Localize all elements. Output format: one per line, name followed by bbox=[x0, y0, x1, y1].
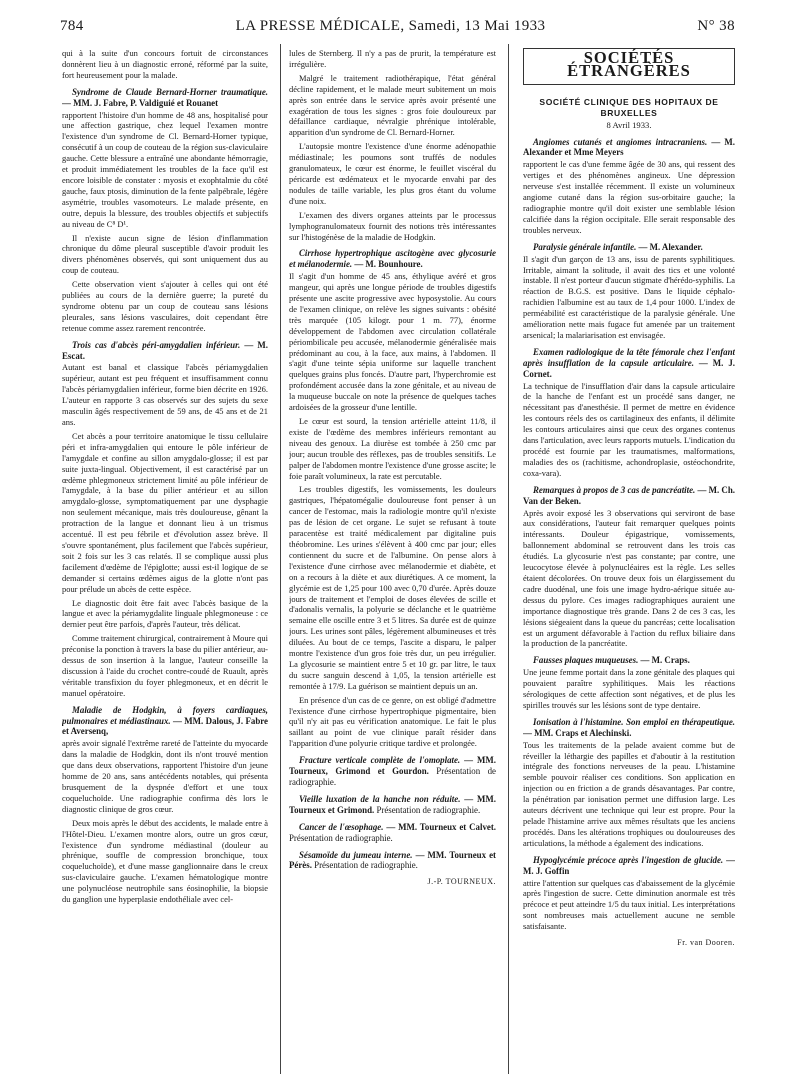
article-authors: — MM. Dalous, J. Fabre et Aversenq, bbox=[62, 715, 268, 737]
article-authors: — MM. Craps et Alechinski. bbox=[523, 727, 632, 738]
article-heading bbox=[289, 248, 496, 270]
paragraph: attire l'attention sur quelques cas d'abaissement de la glycémie après l'ingestion de sucre. Cette diminution anormale est très précoce et peut atteindre 1/5 du taux initial. Les interprétations sont nombreuses mais actuellement aucune ne semble satisfaisante. bbox=[523, 877, 735, 932]
article-heading bbox=[289, 850, 496, 872]
article-title: Maladie de Hodgkin, à foyers cardiaques, pulmonaires et médiastinaux. bbox=[62, 704, 268, 726]
article-title: Fracture verticale complète de l'omoplate. bbox=[299, 755, 461, 766]
article-title: Paralysie générale infantile. bbox=[533, 241, 637, 252]
issue-number: N° 38 bbox=[697, 18, 735, 34]
column-divider bbox=[508, 44, 509, 1074]
article-authors: — M. Alexander et Mme Meyers bbox=[523, 136, 735, 158]
paragraph: Le diagnostic doit être fait avec l'abcès basique de la langue et avec la périamygdalite linguale phlegmoneuse : ce dernier peut être parfois, d'après l'auteur, très délicat. bbox=[62, 597, 268, 630]
article-title: Fausses plaques muqueuses. bbox=[533, 655, 639, 666]
article-authors: — MM. Tourneux, Grimond et Gourdon. bbox=[289, 755, 496, 777]
column-left bbox=[62, 48, 268, 1068]
article-authors: — M. Bounhoure. bbox=[352, 259, 423, 270]
paragraph: Il s'agit d'un homme de 45 ans, éthylique avéré et gros mangeur, qui après une longue période de troubles digestifs présente une ascite progressive avec hyposystolie. Au cours de l'examen clinique, on relève les signes suivants : obésité très marquée (105 kilogr. pour 1 m. 77), énorme développement de l'abdomen avec circulation collatérale périombilicale peu accusée, mélanodermie généralisée mais prédominant au cou, à la face, aux mains, à l'abdomen. Il s'agit d'une teinte sépia uniforme sur laquelle tranchent quelques grains plus foncés. D'autre part, l'hyperchromie est profondément accusée dans la zone génitale, et au niveau de la muqueuse buccale on note la présence de quelques taches ardoisées de la grosseur d'une lentille. bbox=[289, 271, 496, 413]
paragraph: Autant est banal et classique l'abcès périamygdalien supérieur, autant est peu fréquent et insuffisamment connu l'abcès périamygdalien inférieur, forme bien décrite en 1926. L'auteur en rapporte 3 cas observés sur des sujets du sexe masculin âgés respectivement de 59 ans, de 45 ans et de 21 ans. bbox=[62, 362, 268, 427]
article-title: Remarques à propos de 3 cas de pancréatite. bbox=[533, 484, 696, 495]
article-authors: — M. Craps. bbox=[638, 655, 690, 666]
article-title: Angiomes cutanés et angiomes intracraniens. bbox=[533, 136, 708, 147]
article-heading bbox=[523, 655, 735, 666]
society-name: SOCIÉTÉ CLINIQUE DES HOPITAUX DE BRUXELLES bbox=[539, 96, 719, 118]
article-note: Présentation de radiographie. bbox=[289, 766, 496, 787]
paragraph: Tous les traitements de la pelade avaient comme but de réveiller la léthargie des papilles et d'aboutir à la restitution intégrale des fonctions nerveuses de la peau. L'histamine semble pouvoir réaliser ces conditions. Son application en injection ou en friction a de grands désavantages. Par contre, la pénétration par ionisation permet une diffusion large. Les auteurs décrivent une technique qui leur est propre. Pour la pelade l'histamine arrive aux mêmes résultats que les anciens procédés. Dans les altérations trophiques ou douloureuses des articulations, la méthode a également des indications. bbox=[523, 739, 735, 848]
paragraph: Cette observation vient s'ajouter à celles qui ont été publiées au cours de la dernière guerre; la pureté du syndrome obtenu par un coup de couteau sans lésions pleurales, sans lésions vasculaires, doit cependant être retenue comme assez rarement rencontrée. bbox=[62, 279, 268, 333]
article-authors: — M. Escat. bbox=[62, 339, 268, 361]
column-middle bbox=[289, 48, 496, 1068]
paragraph: Comme traitement chirurgical, contrairement à Moure qui préconise la ponction à travers la base du pilier antérieur, au-dessus de son insertion à la langue, l'auteur conseille la discussion à l'aide du crochet contre-coudé de Ruault, après véritable transfixion du foyer phlegmoneux, et en décrit le manuel opératoire. bbox=[62, 633, 268, 698]
article-heading bbox=[62, 705, 268, 738]
paragraph: Une jeune femme portait dans la zone génitale des plaques qui pouvaient paraître syphilitiques. Mais les réactions sérologiques de cette affection sont négatives, et de plus les spirilles trouvés sur les lésions sont de type dentaire. bbox=[523, 667, 735, 710]
signature: J.-P. TOURNEUX. bbox=[427, 877, 496, 887]
paragraph: rapportent l'histoire d'un homme de 48 ans, hospitalisé pour une affection gastrique, chez lequel l'examen montre l'existence d'un syndrome de Cl. Bernard-Horner typique, consécutif à un coup de couteau de la région sus-claviculaire gauche. Cette blessure a entraîné une abondante hémorragie, et produit immédiatement les troubles de la face qu'il est encore loisible de constater : myosis et exophtalmie du côté gauche, faux ptosis, diminution de la fente palpébrale, légère asymétrie, troubles vasomoteurs. Le malade présente, en outre, depuis la blessure, des troubles objectifs et subjectifs au niveau de C⁸ D¹. bbox=[62, 109, 268, 229]
article-authors: — M. Ch. Van der Beken. bbox=[523, 484, 735, 506]
article-authors: — MM. Tourneux et Grimond. bbox=[289, 793, 496, 815]
paragraph: après avoir signalé l'extrême rareté de l'atteinte du myocarde dans la maladie de Hodgkin, dont ils n'ont trouvé mention que dans deux observations, rapportent l'histoire d'un jeune homme de 20 ans, sans antécédents notables, qui présenta brusquement de la dyspnée d'effort et une toux coqueluchoïde. Une radiographie confirma dès lors le diagnostic clinique de gros cœur. bbox=[62, 738, 268, 814]
article-heading bbox=[289, 755, 496, 788]
column-right bbox=[523, 48, 735, 1068]
article-authors: — M. J. Cornet. bbox=[523, 357, 735, 379]
journal-title: LA PRESSE MÉDICALE, Samedi, 13 Mai 1933 bbox=[235, 18, 546, 34]
article-authors: — M. J. Goffin bbox=[523, 854, 735, 876]
article-title: Cancer de l'œsophage. bbox=[299, 821, 384, 832]
article-heading bbox=[289, 794, 496, 816]
article-authors: — MM. Tourneux et Pérès. bbox=[289, 849, 496, 871]
article-title: Sésamoïde du jumeau interne. bbox=[299, 849, 413, 860]
paragraph: Le cœur est sourd, la tension artérielle atteint 11/8, il existe de l'œdème des membres inférieurs remontant au niveau des genoux. La diurèse est tombée à 250 cmc par jour; aucun trouble des réflexes, pas de troubles sensitifs. Le palper de l'abdomen montre l'existence d'une grosse ascite; le foie paraît volumineux, la rate est percutable. bbox=[289, 416, 496, 481]
paragraph: Malgré le traitement radiothérapique, l'état général décline rapidement, et le malade meurt subitement un mois après son entrée dans le service après avoir présenté une exagération de tous les signes : gros foie douloureux par défaillance cardiaque, névralgie phrénique intolérable, apparition d'un syndrome de Cl. Bernard-Horner. bbox=[289, 72, 496, 138]
paragraph: Il n'existe aucun signe de lésion d'inflammation chronique du dôme pleural susceptible d'avoir produit les divers phénomènes observés, qui sont uniquement dus au coup de couteau. bbox=[62, 232, 268, 276]
paragraph: rapportent le cas d'une femme âgée de 30 ans, qui ressent des vertiges et des phénomènes angineux. Une dépression nerveuse s'est installée récemment. Il existe un volumineux angiome cutané dans la région sus-orbitaire gauche; la radiographie montre qu'il doit exister une semblable lésion calcifiée dans la région occipitale. Elle serait responsable des troubles nerveux. bbox=[523, 159, 735, 235]
paragraph: Les troubles digestifs, les vomissements, les douleurs gastriques, l'hépatomégalie douloureuse font penser à un cancer de l'estomac, mais la radiologie montre qu'il n'existe pas de lésion de cet organe. Le sujet se refusant à toute paracentèse est traité médicalement par digitaline puis théobromine. Les urines s'élèvent à 400 cmc par jour; elles contiennent du sucre et de l'albumine. On pense alors à l'existence d'une cirrhose avec mélanodermie et diabète, et on a recours à la diète et aux diurétiques. A ce moment, la glycémie est de 1,25 pour 100 avec 0,70 d'urée. Après douze jours de traitement et l'emploi de doses élevées de scille et d'adonalis vernalis, la polyurie se déclanche et le quatrième semaine elle oscille entre 3 et 5 litres. Sa durée est de quinze jours. Les urines sont pâles, légèrement albumineuses et très diluées. Au bout de ce temps, l'ascite a disparu, le palper montre l'existence d'un gros foie très dur, un peu irrégulier. La glycosurie se maintient entre 5 et 10 gr. par litre, le taux du sucre sanguin descend à 1,05, la tension artérielle est remontée à 17/9. La guérison se maintient depuis un an. bbox=[289, 484, 496, 691]
article-note: Présentation de radiographie. bbox=[374, 804, 481, 815]
paragraph: La technique de l'insufflation d'air dans la capsule articulaire de la hanche de l'enfant est un procédé sans danger, ne nécessitant pas d'anesthésie. Il permet de mettre en évidence les contours réels des os cartilagineux des enfants, il délimite les contours articulaires ainsi que ceux des organes contenus dans l'articulation, avec leurs rapports mutuels. L'indication du procédé est fournie par les traumatismes, malformations, maladies des os (rachitisme, achondroplasie, ostéochondrite, coxa-vara). bbox=[523, 380, 735, 478]
paragraph: Il s'agit d'un garçon de 13 ans, issu de parents syphilitiques. Irritable, aimant la solitude, il avait des tics et une volonté instable. Il n'est porteur d'aucun stigmate d'hérédo-syphilis. La réaction de B.G.S. est positive. Dans le liquide céphalo-rachidien l'albumine est au taux de 1,4 pour 1000. L'index de perméabilité est caractéristique de la paralysie générale. Une amélioration nette mais fugace fut amenée par un traitement arsenical; la malariarisation est envisagée. bbox=[523, 253, 735, 340]
article-heading bbox=[62, 340, 268, 362]
paragraph: Deux mois après le début des accidents, le malade entre à l'Hôtel-Dieu. L'examen montre alors, outre un gros cœur, l'existence d'un syndrome médiastinal (douleur au phrénique, souffle de compression bronchique, toux coqueluchoïde), et d'une masse ganglionnaire dans le creux sus-claviculaire gauche. L'examen hématologique montre une polynucléose neutrophile sans éosinophilie, la biopsie du ganglion une hyperplasie endothéliale avec cel- bbox=[62, 817, 268, 905]
section-title: SOCIÉTÉS ÉTRANGÈRES bbox=[567, 48, 691, 80]
column-divider bbox=[280, 44, 281, 1074]
paragraph: lules de Sternberg. Il n'y a pas de prurit, la température est irrégulière. bbox=[289, 48, 496, 69]
article-title: Cirrhose hypertrophique ascitogène avec glycosurie et mélanodermie. bbox=[289, 248, 496, 270]
article-heading bbox=[523, 137, 735, 159]
paragraph: L'examen des divers organes atteints par le processus lymphogranulomateux fournit des notions très intéressantes sur l'histogénèse de la maladie de Hodgkin. bbox=[289, 209, 496, 242]
article-heading bbox=[62, 87, 268, 109]
article-title: Syndrome de Claude Bernard-Horner traumatique. bbox=[72, 86, 268, 97]
article-title: Hypoglycémie précoce après l'ingestion de glucide. bbox=[533, 854, 724, 865]
article-heading bbox=[523, 485, 735, 507]
session-date: 8 Avril 1933. bbox=[606, 119, 652, 130]
article-heading bbox=[289, 822, 496, 844]
article-heading bbox=[523, 855, 735, 877]
page-number: 784 bbox=[60, 18, 84, 34]
page-header bbox=[60, 18, 735, 40]
article-authors: — MM. Tourneux et Calvet. bbox=[383, 821, 496, 832]
article-title: Vieille luxation de la hanche non réduite. bbox=[299, 793, 461, 804]
article-note: Présentation de radiographie. bbox=[311, 860, 418, 871]
section-banner bbox=[523, 48, 735, 85]
article-authors: — M. Alexander. bbox=[636, 241, 703, 252]
article-note: Présentation de radiographie. bbox=[289, 832, 393, 843]
paragraph: qui à la suite d'un concours fortuit de circonstances donnèrent lieu à un diagnostic erroné, réformé par la suite, fort heureusement pour la malade. bbox=[62, 48, 268, 80]
article-heading bbox=[523, 242, 735, 253]
paragraph: Cet abcès a pour territoire anatomique le tissu cellulaire péri et infra-amygdalien qui entoure le pôle inférieur de l'amygdale et confine au sillon amygdalo-glosse; il est par suite juxta-lingual. Objectivement, il est caractérisé par un œdème phlegmoneux strictement limité au pôle inférieur de l'amygdale, à la base du pilier antérieur et au sillon amygdalo-glosse, symptomatiquement par une dysphagie non seulement mécanique, mais très douloureuse, gênant la protraction de la langue et donnant lieu à un trismus accentué. Il est peu fébrile et d'évolution assez brève. Il s'ouvre spontanément, plus facilement que l'abcès supérieur, soit 2 fois sur les 3 cas relatés. Il se complique aussi plus facilement d'œdème de l'épiglotte; aussi est-il logique de se demander si certains œdèmes aigus de la glotte n'ont pas pour prélude un abcès de cette espèce. bbox=[62, 430, 268, 594]
paragraph: L'autopsie montre l'existence d'une énorme adénopathie médiastinale; les poumons sont truffés de nodules granulomateux, le cœur est énorme, le feuillet viscéral du péricarde est œdémateux et le myocarde envahi par des nodules de taille variable, les plus gros étant du volume d'une noix. bbox=[289, 141, 496, 206]
article-title: Trois cas d'abcès péri-amygdalien inférieur. bbox=[72, 339, 241, 350]
article-heading bbox=[523, 717, 735, 739]
signature: Fr. van Dooren. bbox=[677, 938, 735, 948]
article-heading bbox=[523, 347, 735, 380]
article-authors: — MM. J. Fabre, P. Valdiguié et Rouanet bbox=[62, 97, 219, 108]
paragraph: En présence d'un cas de ce genre, on est obligé d'admettre l'existence d'une cirrhose hypertrophique pigmentaire, bien qu'il n'y ait pas eu vérification anatomique. Le fait le plus saillant au point de vue clinique paraît résider dans l'apparition d'une polyurie critique tardive et prolongée. bbox=[289, 694, 496, 749]
article-title: Examen radiologique de la tête fémorale chez l'enfant après insufflation de la capsule articulaire. bbox=[523, 346, 735, 368]
article-title: Ionisation à l'histamine. Son emploi en thérapeutique. bbox=[533, 716, 735, 727]
paragraph: Après avoir exposé les 3 observations qui serviront de base aux considérations, l'auteur fait remarquer quelques points intéressants. Douleur épigastrique, vomissements, ballonnement abdominal se retrouvent dans les trois cas étudiés. La glycosurie n'est pas constante; par contre, une leucocytose élevée à polynucléaires est la règle. Les selles étaient décolorées. On trouve deux fois un élargissement du cadre duodénal, une fois une image hydro-aérique située au-dessus du pylore. Ces images radiographiques auraient une importance diagnostique très grande. Dans 2 de ces 3 cas, les lésions siégeaient dans la queue du pancréas; cette localisation est un argument défavorable à l'action du reflux biliaire dans la production de la pancréatite. bbox=[523, 507, 735, 649]
